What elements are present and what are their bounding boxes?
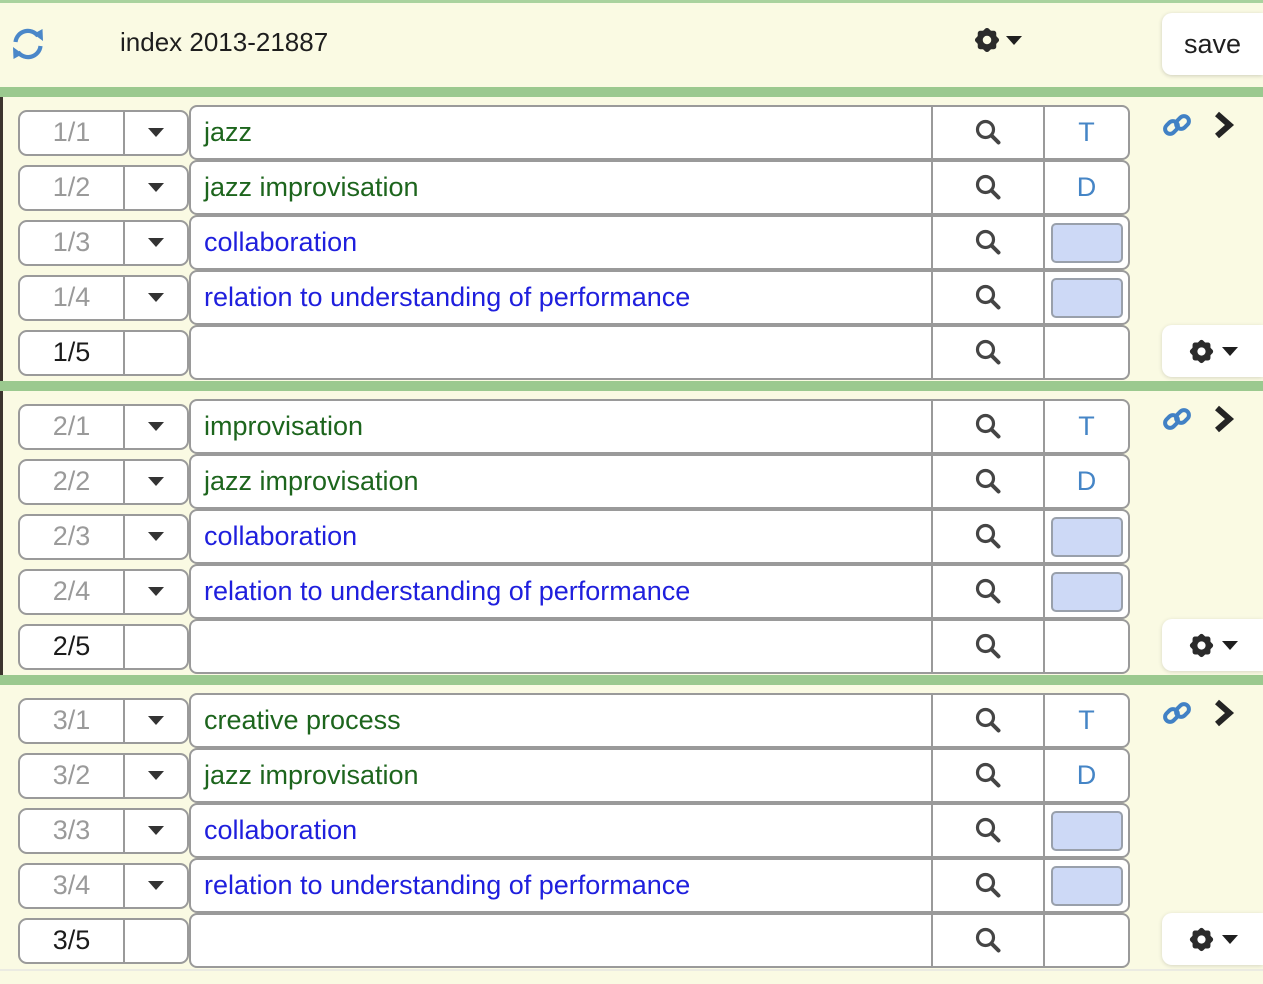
type-flag-field[interactable] xyxy=(1043,621,1128,672)
caret-down-icon xyxy=(1222,347,1238,356)
group-separator xyxy=(0,87,1263,97)
chevron-right-icon xyxy=(1212,403,1236,435)
type-flag-field[interactable] xyxy=(1043,456,1128,507)
header-settings-button[interactable] xyxy=(972,25,1022,55)
entry-position-label: 2/2 xyxy=(52,466,91,496)
entry-fields xyxy=(189,325,1130,380)
refresh-button[interactable] xyxy=(8,25,48,65)
index-entry-row xyxy=(18,858,1263,913)
entry-position-label: 2/5 xyxy=(52,631,91,661)
entry-position-label: 3/3 xyxy=(52,815,91,845)
flag-letter: D xyxy=(1076,760,1097,790)
magnifier-icon xyxy=(972,411,1004,443)
entry-text-field[interactable]: relation to understanding of performance xyxy=(204,282,691,312)
link-button[interactable] xyxy=(1162,698,1192,728)
magnifier-icon xyxy=(972,337,1004,369)
chevron-down-icon xyxy=(148,881,164,890)
entry-position-label: 3/1 xyxy=(52,705,91,735)
magnifier-icon xyxy=(972,172,1004,204)
entry-fields xyxy=(189,399,1130,454)
entry-text-field[interactable]: jazz improvisation xyxy=(204,466,419,496)
entry-position-label: 2/1 xyxy=(52,411,91,441)
gear-icon xyxy=(1187,631,1216,660)
chevron-down-icon xyxy=(148,293,164,302)
magnifier-icon xyxy=(972,815,1004,847)
index-entry-row xyxy=(18,564,1263,619)
entry-fields xyxy=(189,160,1130,215)
flag-filled-field[interactable] xyxy=(1051,866,1123,906)
chevron-right-icon xyxy=(1212,697,1236,729)
entry-number-box xyxy=(18,275,189,321)
index-entry-row xyxy=(18,748,1263,803)
chevron-down-icon xyxy=(148,128,164,137)
entry-move-dropdown[interactable] xyxy=(123,810,187,852)
entry-number-box xyxy=(18,918,189,964)
entry-number-box xyxy=(18,569,189,615)
type-flag-field xyxy=(1043,217,1128,268)
entry-fields xyxy=(189,215,1130,270)
entry-move-dropdown[interactable] xyxy=(123,700,187,742)
magnifier-icon xyxy=(972,760,1004,792)
entry-text-field[interactable]: improvisation xyxy=(204,411,364,441)
entry-position-label: 2/3 xyxy=(52,521,91,551)
entry-text-field[interactable]: relation to understanding of performance xyxy=(204,870,691,900)
flag-letter: T xyxy=(1078,117,1095,147)
search-button[interactable] xyxy=(931,750,1043,801)
expand-button[interactable] xyxy=(1212,403,1236,435)
index-entry-row xyxy=(18,509,1263,564)
entry-number-box xyxy=(18,165,189,211)
entry-fields xyxy=(189,693,1130,748)
entry-move-dropdown[interactable] xyxy=(123,277,187,319)
entry-fields xyxy=(189,858,1130,913)
entry-fields xyxy=(189,913,1130,968)
magnifier-icon xyxy=(972,521,1004,553)
header-bar xyxy=(0,3,1263,87)
entry-text-field[interactable]: creative process xyxy=(204,705,401,735)
group-actions xyxy=(1162,697,1236,729)
entry-text-field[interactable]: collaboration xyxy=(204,227,358,257)
index-entry-row xyxy=(18,105,1263,160)
flag-filled-field[interactable] xyxy=(1051,517,1123,557)
index-entry-row xyxy=(18,693,1263,748)
expand-button[interactable] xyxy=(1212,109,1236,141)
entry-move-dropdown[interactable] xyxy=(123,571,187,613)
type-flag-field xyxy=(1043,566,1128,617)
refresh-icon xyxy=(9,25,47,63)
entry-position-label: 1/3 xyxy=(52,227,91,257)
search-button[interactable] xyxy=(931,915,1043,966)
caret-down-icon xyxy=(1006,36,1022,45)
index-entry-row xyxy=(18,160,1263,215)
entry-text-field[interactable]: collaboration xyxy=(204,521,358,551)
entry-move-dropdown[interactable] xyxy=(123,112,187,154)
magnifier-icon xyxy=(972,576,1004,608)
search-button[interactable] xyxy=(931,566,1043,617)
search-button[interactable] xyxy=(931,695,1043,746)
chevron-down-icon xyxy=(148,477,164,486)
group-actions xyxy=(1162,109,1236,141)
magnifier-icon xyxy=(972,925,1004,957)
entry-position-label: 1/2 xyxy=(52,172,91,202)
type-flag-field[interactable] xyxy=(1043,401,1128,452)
entry-group-1 xyxy=(0,97,1263,381)
link-icon xyxy=(1162,404,1192,434)
entry-move-dropdown[interactable] xyxy=(123,920,187,962)
chevron-down-icon xyxy=(148,422,164,431)
entry-position-label: 1/1 xyxy=(52,117,91,147)
expand-button[interactable] xyxy=(1212,697,1236,729)
flag-letter: T xyxy=(1078,705,1095,735)
chevron-down-icon xyxy=(148,771,164,780)
magnifier-icon xyxy=(972,466,1004,498)
type-flag-field xyxy=(1043,805,1128,856)
entry-number-box xyxy=(18,624,189,670)
chevron-down-icon xyxy=(148,587,164,596)
flag-letter: D xyxy=(1076,172,1097,202)
type-flag-field xyxy=(1043,860,1128,911)
search-button[interactable] xyxy=(931,107,1043,158)
flag-filled-field[interactable] xyxy=(1051,811,1123,851)
chevron-down-icon xyxy=(148,532,164,541)
entry-text-field[interactable] xyxy=(191,915,931,966)
gear-icon xyxy=(1187,337,1216,366)
search-button[interactable] xyxy=(931,621,1043,672)
entry-fields xyxy=(189,748,1130,803)
magnifier-icon xyxy=(972,631,1004,663)
entry-number-box xyxy=(18,514,189,560)
left-edge-marker xyxy=(0,97,3,381)
entry-number-box xyxy=(18,110,189,156)
caret-down-icon xyxy=(1222,935,1238,944)
entry-number-box xyxy=(18,698,189,744)
type-flag-field xyxy=(1043,272,1128,323)
magnifier-icon xyxy=(972,870,1004,902)
entry-fields xyxy=(189,564,1130,619)
type-flag-field[interactable] xyxy=(1043,695,1128,746)
chevron-down-icon xyxy=(148,716,164,725)
search-button[interactable] xyxy=(931,162,1043,213)
search-button[interactable] xyxy=(931,401,1043,452)
search-button[interactable] xyxy=(931,805,1043,856)
entry-move-dropdown[interactable] xyxy=(123,516,187,558)
type-flag-field[interactable] xyxy=(1043,107,1128,158)
group-settings-button[interactable] xyxy=(1162,619,1263,671)
chevron-down-icon xyxy=(148,183,164,192)
search-button[interactable] xyxy=(931,217,1043,268)
caret-down-icon xyxy=(1222,641,1238,650)
entry-position-label: 1/5 xyxy=(52,337,91,367)
magnifier-icon xyxy=(972,705,1004,737)
chevron-down-icon xyxy=(148,238,164,247)
flag-filled-field[interactable] xyxy=(1051,223,1123,263)
entry-text-field[interactable] xyxy=(191,327,931,378)
save-button[interactable]: save xyxy=(1162,13,1263,75)
entry-fields xyxy=(189,454,1130,509)
link-button[interactable] xyxy=(1162,404,1192,434)
entry-text-field[interactable]: jazz improvisation xyxy=(204,760,419,790)
left-edge-marker xyxy=(0,391,3,675)
search-button[interactable] xyxy=(931,272,1043,323)
entry-number-box xyxy=(18,753,189,799)
entry-fields xyxy=(189,270,1130,325)
index-entry-row xyxy=(18,913,1263,968)
entry-number-box xyxy=(18,863,189,909)
index-entry-row xyxy=(18,454,1263,509)
entry-number-box xyxy=(18,808,189,854)
magnifier-icon xyxy=(972,282,1004,314)
gear-icon xyxy=(972,25,1002,55)
type-flag-field[interactable] xyxy=(1043,750,1128,801)
link-icon xyxy=(1162,698,1192,728)
group-actions xyxy=(1162,403,1236,435)
entry-position-label: 3/4 xyxy=(52,870,91,900)
chevron-right-icon xyxy=(1212,109,1236,141)
magnifier-icon xyxy=(972,117,1004,149)
entry-position-label: 1/4 xyxy=(52,282,91,312)
link-button[interactable] xyxy=(1162,110,1192,140)
entry-fields xyxy=(189,509,1130,564)
entry-number-box xyxy=(18,459,189,505)
search-button[interactable] xyxy=(931,456,1043,507)
entry-move-dropdown[interactable] xyxy=(123,167,187,209)
entry-text-field[interactable]: relation to understanding of performance xyxy=(204,576,691,606)
entry-move-dropdown[interactable] xyxy=(123,222,187,264)
flag-letter: T xyxy=(1078,411,1095,441)
group-separator xyxy=(0,675,1263,685)
entry-fields xyxy=(189,803,1130,858)
entry-group-2 xyxy=(0,391,1263,675)
entry-fields xyxy=(189,619,1130,674)
group-separator xyxy=(0,381,1263,391)
entry-text-field[interactable] xyxy=(191,621,931,672)
index-entry-row xyxy=(18,325,1263,380)
entry-move-dropdown[interactable] xyxy=(123,406,187,448)
entry-move-dropdown[interactable] xyxy=(123,755,187,797)
page-title: index 2013-21887 xyxy=(120,26,329,57)
entry-position-label: 3/2 xyxy=(52,760,91,790)
entry-text-field[interactable]: jazz xyxy=(204,117,253,147)
search-button[interactable] xyxy=(931,327,1043,378)
magnifier-icon xyxy=(972,227,1004,259)
group-settings-button[interactable] xyxy=(1162,913,1263,965)
index-entry-row xyxy=(18,215,1263,270)
entry-fields xyxy=(189,105,1130,160)
type-flag-field[interactable] xyxy=(1043,162,1128,213)
entry-position-label: 2/4 xyxy=(52,576,91,606)
index-entry-row xyxy=(18,803,1263,858)
entry-text-field[interactable]: jazz improvisation xyxy=(204,172,419,202)
flag-letter: D xyxy=(1076,466,1097,496)
entry-number-box xyxy=(18,330,189,376)
index-entry-row xyxy=(18,270,1263,325)
type-flag-field[interactable] xyxy=(1043,327,1128,378)
entry-text-field[interactable]: collaboration xyxy=(204,815,358,845)
entry-move-dropdown[interactable] xyxy=(123,865,187,907)
entry-group-3 xyxy=(0,685,1263,969)
entry-move-dropdown[interactable] xyxy=(123,626,187,668)
flag-filled-field[interactable] xyxy=(1051,278,1123,318)
entry-number-box xyxy=(18,404,189,450)
entry-move-dropdown[interactable] xyxy=(123,332,187,374)
entry-number-box xyxy=(18,220,189,266)
search-button[interactable] xyxy=(931,860,1043,911)
entry-move-dropdown[interactable] xyxy=(123,461,187,503)
chevron-down-icon xyxy=(148,826,164,835)
gear-icon xyxy=(1187,925,1216,954)
index-entry-row xyxy=(18,619,1263,674)
link-icon xyxy=(1162,110,1192,140)
group-settings-button[interactable] xyxy=(1162,325,1263,377)
type-flag-field[interactable] xyxy=(1043,915,1128,966)
flag-filled-field[interactable] xyxy=(1051,572,1123,612)
type-flag-field xyxy=(1043,511,1128,562)
entry-position-label: 3/5 xyxy=(52,925,91,955)
index-entry-row xyxy=(18,399,1263,454)
search-button[interactable] xyxy=(931,511,1043,562)
